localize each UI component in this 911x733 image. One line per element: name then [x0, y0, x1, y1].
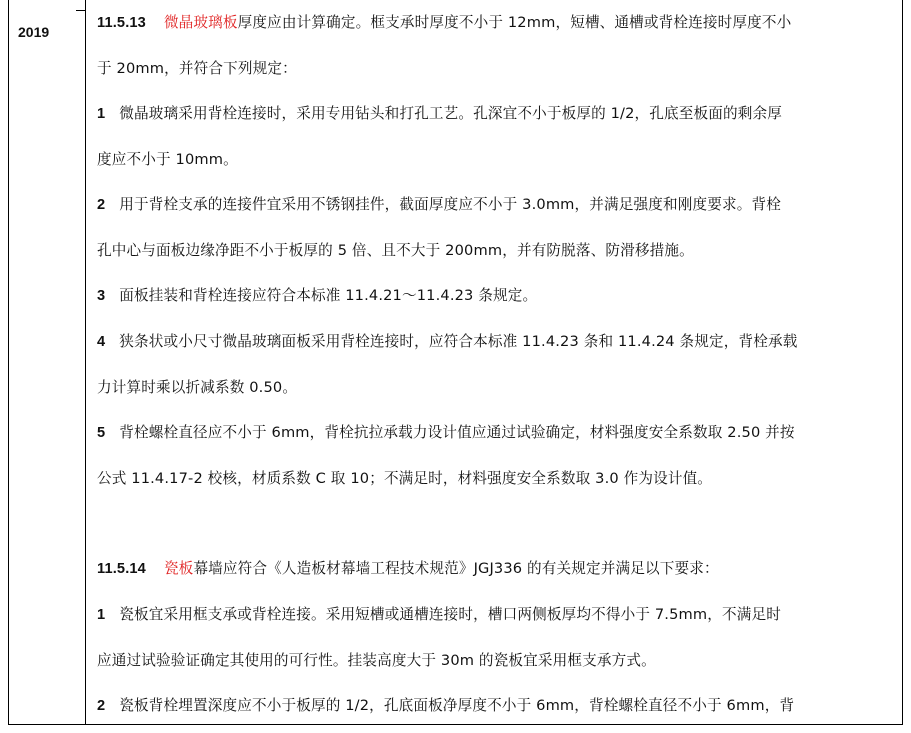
item-text: 瓷板背栓埋置深度应不小于板厚的 1/2，孔底面板净厚度不小于 6mm，背栓螺栓直径不小于 6mm，背: [119, 697, 795, 714]
section-spacer: [97, 501, 895, 546]
section-intro-text: 厚度应由计算确定。框支承时厚度不小于 12mm，短槽、通槽或背栓连接时厚度不小: [237, 14, 792, 31]
list-item: [97, 273, 895, 319]
list-item: [97, 683, 895, 729]
year-cell: 2019: [18, 24, 50, 40]
section-highlight: 瓷板: [163, 560, 194, 577]
header-tick: [76, 10, 86, 11]
list-item-cont: 应通过试验验证确定其使用的可行性。挂装高度大于 30m 的瓷板宜采用框支承方式。: [97, 652, 656, 669]
section-highlight: 微晶玻璃板: [163, 14, 238, 31]
list-item: [97, 592, 895, 638]
list-item-cont: 公式 11.4.17-2 校核，材质系数 C 取 10；不满足时，材料强度安全系数取 3.0 作为设计值。: [97, 470, 713, 487]
section-intro: [97, 546, 895, 592]
item-text: 瓷板宜采用框支承或背栓连接。采用短槽或通槽连接时，槽口两侧板厚均不得小于 7.5mm，不满足时: [119, 606, 781, 623]
item-text: 微晶玻璃采用背栓连接时，采用专用钻头和打孔工艺。孔深宜不小于板厚的 1/2，孔底至板面的剩余厚: [119, 105, 782, 122]
section-number: 11.5.13: [97, 15, 146, 31]
item-number: 2: [97, 698, 106, 714]
list-item: [97, 410, 895, 456]
item-text: 狭条状或小尺寸微晶玻璃面板采用背栓连接时，应符合本标准 11.4.23 条和 11.4.24 条规定，背栓承载: [119, 333, 798, 350]
item-number: 5: [97, 425, 106, 441]
item-text: 面板挂装和背栓连接应符合本标准 11.4.21～11.4.23 条规定。: [119, 287, 538, 304]
item-number: 2: [97, 197, 106, 213]
main-content: [97, 0, 895, 729]
list-item-cont: 力计算时乘以折减系数 0.50。: [97, 379, 298, 396]
section-intro: [97, 0, 895, 46]
section-number: 11.5.14: [97, 561, 146, 577]
item-number: 1: [97, 106, 106, 122]
section-intro-cont: 于 20mm，并符合下列规定：: [97, 60, 297, 77]
left-border: [8, 0, 9, 725]
list-item: [97, 91, 895, 137]
list-item-cont: 孔中心与面板边缘净距不小于板厚的 5 倍、且不大于 200mm，并有防脱落、防滑移措施。: [97, 242, 694, 259]
list-item: [97, 319, 895, 365]
section-intro-text: 幕墙应符合《人造板材幕墙工程技术规范》JGJ336 的有关规定并满足以下要求：: [193, 560, 719, 577]
list-item: [97, 182, 895, 228]
list-item-cont: 度应不小于 10mm。: [97, 151, 238, 168]
item-text: 背栓螺栓直径应不小于 6mm，背栓抗拉承载力设计值应通过试验确定，材料强度安全系数取 2.50 并按: [119, 424, 795, 441]
item-number: 4: [97, 334, 106, 350]
item-number: 3: [97, 288, 106, 304]
item-number: 1: [97, 607, 106, 623]
item-text: 用于背栓支承的连接件宜采用不锈钢挂件，截面厚度应不小于 3.0mm，并满足强度和刚度要求。背栓: [119, 196, 781, 213]
column-divider: [85, 0, 86, 725]
right-border: [902, 0, 903, 725]
